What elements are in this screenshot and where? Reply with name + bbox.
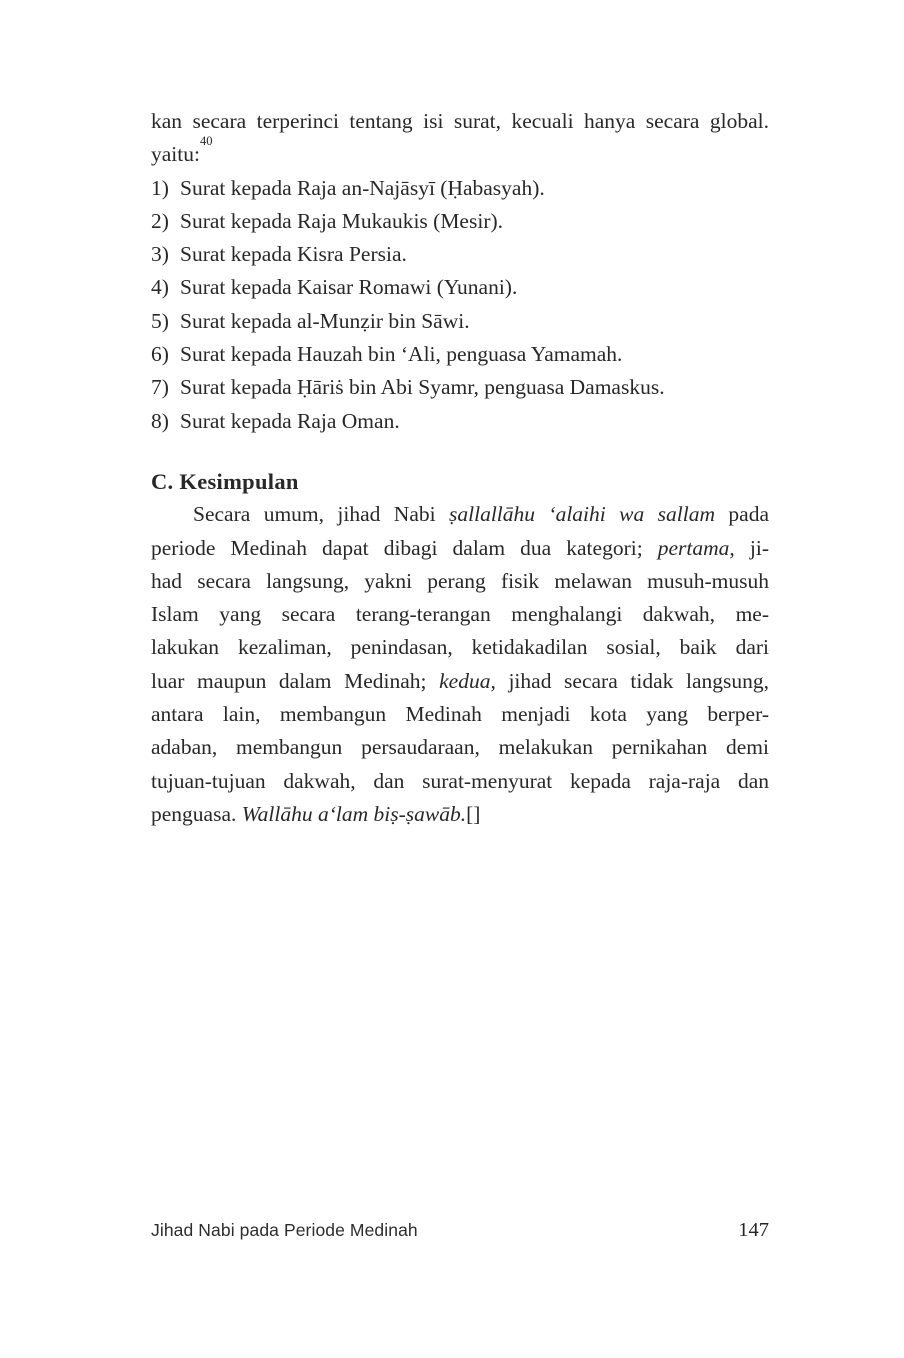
- paragraph-line: [151, 598, 769, 631]
- list-item: [151, 238, 769, 271]
- list-item-number: 2): [151, 208, 169, 233]
- list-item-number: 6): [151, 342, 169, 367]
- list-item: [151, 405, 769, 438]
- list-item-number: 3): [151, 242, 169, 267]
- list-item-text: Surat kepada Raja Oman.: [180, 408, 400, 433]
- paragraph-line: [151, 665, 769, 698]
- text-segment: Secara umum, jihad Nabi: [193, 502, 450, 527]
- text-segment: lakukan kezaliman, penindasan, ketidakadilan sosial, baik dari: [151, 635, 769, 660]
- page-body: [151, 105, 769, 831]
- list-item-text: Surat kepada Hauzah bin ‘Ali, penguasa Yamamah.: [180, 342, 623, 367]
- footnote-reference: 40: [199, 134, 213, 149]
- text-segment: luar maupun dalam Medinah;: [151, 668, 440, 693]
- italic-text-segment: kedua,: [439, 668, 496, 693]
- text-segment: antara lain, membangun Medinah menjadi kota yang berper-: [151, 702, 769, 727]
- list-item-text: Surat kepada Raja Mukaukis (Mesir).: [180, 208, 504, 233]
- paragraph-line: [151, 765, 769, 798]
- list-item-text: Surat kepada al-Munẓir bin Sāwi.: [180, 308, 470, 333]
- list-item-text: Surat kepada Raja an-Najāsyī (Ḥabasyah).: [180, 175, 545, 200]
- page-number: 147: [738, 1219, 769, 1241]
- paragraph-line: [151, 731, 769, 764]
- intro-line-2: [151, 134, 769, 171]
- list-item: [151, 172, 769, 205]
- list-item: [151, 338, 769, 371]
- list-item: [151, 305, 769, 338]
- list-item-text: Surat kepada Kisra Persia.: [180, 242, 407, 267]
- list-item-text: Surat kepada Kaisar Romawi (Yunani).: [180, 275, 518, 300]
- text-segment: periode Medinah dapat dibagi dalam dua kategori;: [151, 535, 658, 560]
- list-item-number: 8): [151, 408, 169, 433]
- text-segment: adaban, membangun persaudaraan, melakukan pernikahan demi: [151, 735, 769, 760]
- page-footer: [151, 1219, 769, 1242]
- text-segment: penguasa.: [151, 801, 242, 826]
- paragraph-line: [151, 698, 769, 731]
- text-segment: had secara langsung, yakni perang fisik melawan musuh-musuh: [151, 568, 769, 593]
- list-item-number: 7): [151, 375, 169, 400]
- paragraph-line: [151, 532, 769, 565]
- text-segment: ji-: [734, 535, 770, 560]
- letter-list: [151, 172, 769, 438]
- paragraph-line: [151, 631, 769, 664]
- section-heading: C. Kesimpulan: [151, 468, 299, 494]
- text-segment: tujuan-tujuan dakwah, dan surat-menyurat kepada raja-raja dan: [151, 768, 769, 793]
- text-segment: Islam yang secara terang-terangan menghalangi dakwah, me-: [151, 602, 769, 627]
- text-segment: pada: [715, 502, 769, 527]
- paragraph-line: [151, 498, 769, 531]
- list-item: [151, 371, 769, 404]
- paragraph-line: [151, 565, 769, 598]
- intro-line-2-text: yaitu:: [151, 142, 200, 167]
- paragraph-line: [151, 798, 769, 831]
- list-item: [151, 205, 769, 238]
- list-item-number: 4): [151, 275, 169, 300]
- italic-text-segment: Wallāhu a‘lam biṣ-ṣawāb.: [241, 801, 467, 826]
- conclusion-paragraph: [151, 498, 769, 831]
- list-item-number: 5): [151, 308, 169, 333]
- text-segment: []: [466, 801, 481, 826]
- running-title: Jihad Nabi pada Periode Medinah: [151, 1220, 418, 1240]
- intro-line-1: kan secara terperinci tentang isi surat, kecuali hanya secara global.: [151, 109, 769, 133]
- italic-text-segment: pertama,: [657, 535, 735, 560]
- list-item-number: 1): [151, 175, 169, 200]
- italic-text-segment: ṣallallāhu ‘alaihi wa sallam: [449, 502, 715, 527]
- text-segment: jihad secara tidak langsung,: [495, 668, 769, 693]
- list-item-text: Surat kepada Ḥāriṡ bin Abi Syamr, penguasa Damaskus.: [180, 375, 665, 400]
- list-item: [151, 271, 769, 304]
